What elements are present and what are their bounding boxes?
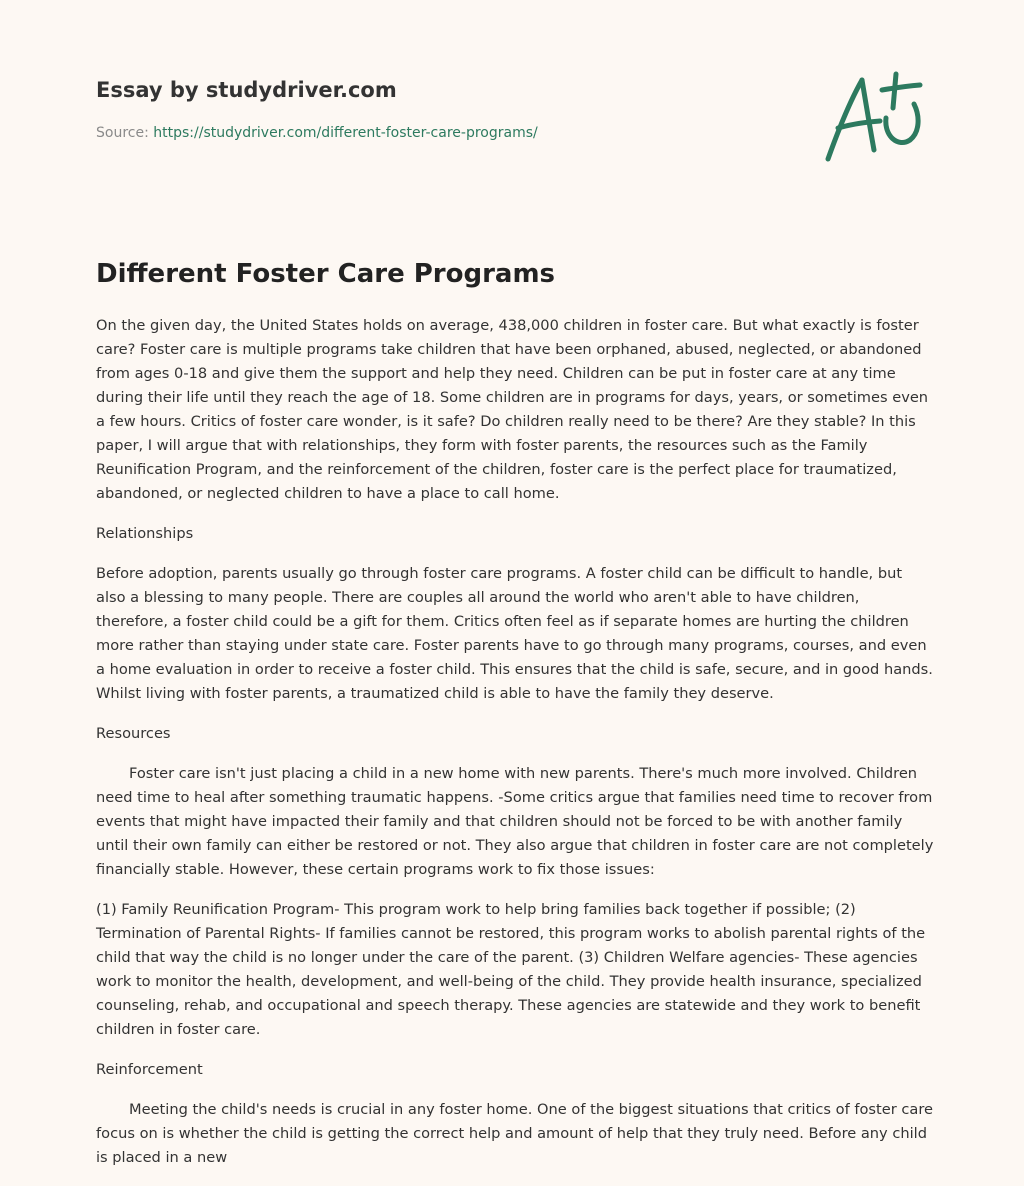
site-header-title: Essay by studydriver.com	[96, 78, 397, 102]
paragraph-programs-list: (1) Family Reunification Program- This program work to help bring families back together if possible; (2) Termination of Parental Rights- If families cannot be restored, this program works to abolish parental rights of the child that way the child is no longer under the care of the parent. (3) Children Welfare agencies- These agencies work to monitor the health, development, and well-being of the child. They provide health insurance, specialized counseling, rehab, and occupational and speech therapy. These agencies are statewide and they work to benefit children in foster care.	[96, 901, 926, 1038]
essay-body	[96, 314, 936, 1186]
paragraph-intro: On the given day, the United States holds on average, 438,000 children in foster care. But what exactly is foster care? Foster care is multiple programs take children that have been orphaned, abused, neglected, or abandoned from ages 0-18 and give them the support and help they need. Children can be put in foster care at any time during their life until they reach the age of 18. Some children are in programs for days, years, or sometimes even a few hours. Critics of foster care wonder, is it safe? Do children really need to be there? Are they stable? In this paper, I will argue that with relationships, they form with foster parents, the resources such as the Family Reunification Program, and the reinforcement of the children, foster care is the perfect place for traumatized, abandoned, or neglected children to have a place to call home.	[96, 317, 929, 502]
source-label: Source:	[96, 125, 149, 141]
a-plus-logo-icon	[820, 66, 930, 166]
paragraph-resources: Foster care isn't just placing a child in a new home with new parents. There's much more involved. Children need time to heal after something traumatic happens. -Some critics argue that families need time to recover from events that might have impacted their family and that children should not be forced to be with another family until their own family can either be restored or not. They also argue that children in foster care are not completely financially stable. However, these certain programs work to fix those issues:	[96, 765, 934, 878]
section-heading-resources: Resources	[96, 725, 171, 742]
source-link[interactable]: https://studydriver.com/different-foster-care-programs/	[153, 125, 538, 141]
paragraph-reinforcement: Meeting the child's needs is crucial in any foster home. One of the biggest situations that critics of foster care focus on is whether the child is getting the correct help and amount of help that they truly need. Before any child is placed in a new	[96, 1101, 933, 1166]
source-line	[96, 123, 538, 143]
paragraph-relationships: Before adoption, parents usually go through foster care programs. A foster child can be difficult to handle, but also a blessing to many people. There are couples all around the world who aren't able to have children, therefore, a foster child could be a gift for them. Critics often feel as if separate homes are hurting the children more rather than staying under state care. Foster parents have to go through many programs, courses, and even a home evaluation in order to receive a foster child. This ensures that the child is safe, secure, and in good hands. Whilst living with foster parents, a traumatized child is able to have the family they deserve.	[96, 565, 933, 702]
section-heading-relationships: Relationships	[96, 525, 194, 542]
essay-title: Different Foster Care Programs	[96, 259, 556, 289]
section-heading-reinforcement: Reinforcement	[96, 1061, 203, 1078]
